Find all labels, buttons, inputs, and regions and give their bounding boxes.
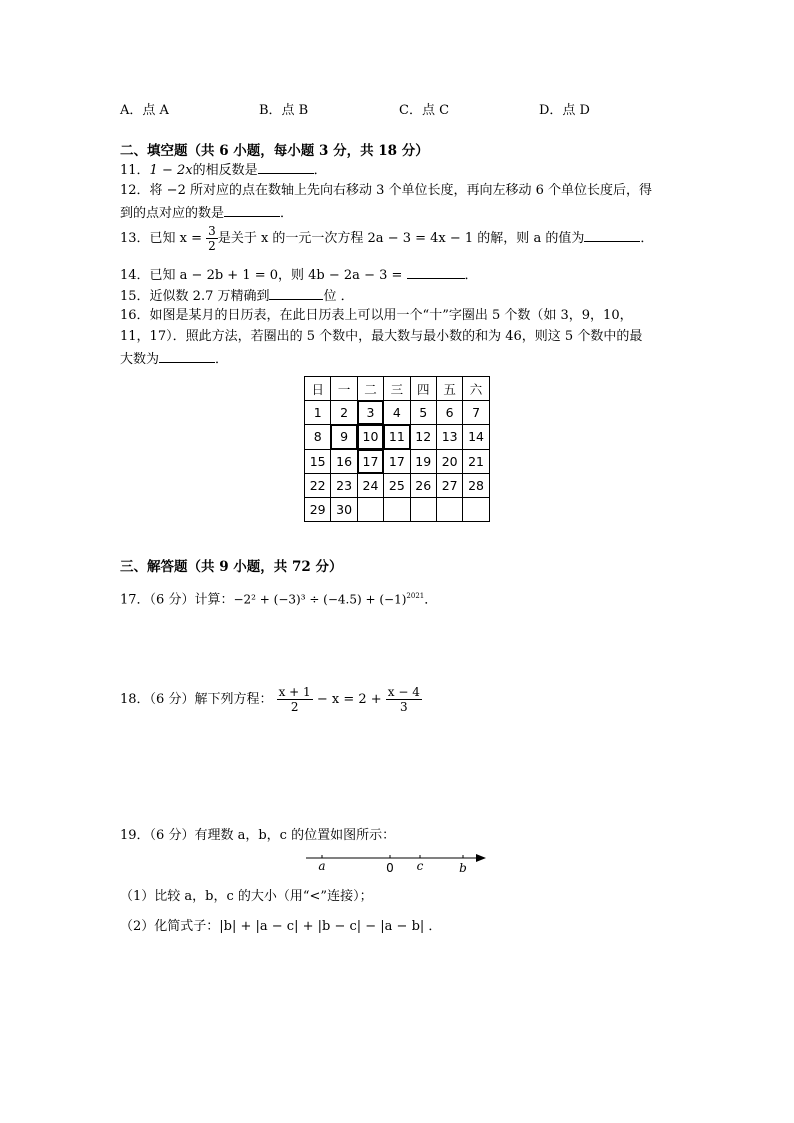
calendar-cell (410, 497, 436, 521)
question-16-line1: 16．如图是某月的日历表，在此日历表上可以用一个“十”字圈出 5 个数（如 3，9，10， (120, 308, 633, 323)
calendar-cell: 25 (384, 473, 410, 497)
question-13: 13．已知 x = $\frac{3}{2}$ 是关于 x 的一元一次方程 2a − 3 = 4x − 1 的解，则 a 的值为 ． (120, 224, 654, 253)
q11-number: 11． (120, 163, 150, 178)
q18-text: 18．（6 分）解下列方程： (120, 692, 273, 707)
q11-answer-blank[interactable] (258, 160, 314, 174)
calendar-row (305, 473, 490, 497)
calendar-cell-highlighted: 10 (357, 425, 383, 449)
q18-middle: − x = 2 + (316, 692, 382, 707)
question-16-line2: 11，17）．照此方法，若圈出的 5 个数中，最大数与最小数的和为 46，则这 5 个数中的最 (120, 329, 643, 344)
calendar-cell-highlighted: 3 (357, 401, 383, 425)
question-18 (120, 683, 422, 717)
calendar-cell-highlighted: 9 (331, 425, 357, 449)
q15-suffix: 位 ． (323, 289, 354, 304)
q13-answer-blank[interactable] (584, 228, 640, 242)
calendar-table (304, 376, 490, 522)
calendar-cell-highlighted: 11 (384, 425, 410, 449)
q12-text: 到的点对应的数是 (120, 206, 225, 221)
calendar-row (305, 425, 490, 449)
calendar-header: 三 (384, 377, 410, 401)
q13-number: 13．已知 x = (120, 231, 203, 246)
calendar-cell: 1 (305, 401, 331, 425)
calendar-cell: 26 (410, 473, 436, 497)
calendar-cell (357, 497, 383, 521)
q17-expression: −2² + (−3)³ ÷ (−4.5) + (−1) (233, 592, 407, 607)
q14-text: 14．已知 a − 2b + 1 = 0，则 4b − 2a − 3 = (120, 268, 403, 283)
calendar-cell (384, 497, 410, 521)
q12-answer-blank[interactable] (224, 203, 280, 217)
calendar-cell (436, 497, 462, 521)
calendar-header-row (305, 377, 490, 401)
calendar-cell (463, 497, 489, 521)
q17-exponent: 2021 (406, 592, 425, 600)
question-11: 11．1 − 2x的相反数是 ． (120, 160, 327, 180)
calendar-cell: 6 (436, 401, 462, 425)
q13-text: 是关于 x 的一元一次方程 2a − 3 = 4x − 1 的解，则 a 的值为 (217, 231, 585, 246)
calendar-row (305, 497, 490, 521)
calendar-cell: 14 (463, 425, 489, 449)
question-17 (120, 587, 437, 609)
calendar-cell: 16 (331, 449, 357, 473)
q16-answer-blank[interactable] (159, 349, 215, 363)
calendar-header: 日 (305, 377, 331, 401)
option-c: C．点 C (399, 103, 450, 118)
calendar-cell: 23 (331, 473, 357, 497)
calendar-cell: 12 (410, 425, 436, 449)
section3-title: 三、解答题（共 9 小题，共 72 分） (120, 559, 343, 575)
q14-answer-blank[interactable] (407, 265, 465, 279)
q11-expression: 1 − 2x (149, 163, 193, 178)
calendar-cell: 7 (463, 401, 489, 425)
label-b: b (459, 861, 467, 875)
calendar-header: 六 (463, 377, 489, 401)
calendar-cell: 24 (357, 473, 383, 497)
option-d: D．点 D (539, 103, 590, 118)
question-14: 14．已知 a − 2b + 1 = 0，则 4b − 2a − 3 = ． (120, 265, 478, 285)
calendar-header: 五 (436, 377, 462, 401)
q16-text: 大数为 (120, 352, 160, 367)
label-zero: 0 (386, 861, 394, 875)
calendar-row (305, 449, 490, 473)
q17-suffix: ． (424, 592, 438, 608)
calendar-cell: 22 (305, 473, 331, 497)
option-a: A．点 A (120, 103, 169, 118)
label-a: a (318, 859, 326, 873)
question-19: 19．（6 分）有理数 a，b，c 的位置如图所示： (120, 828, 396, 843)
q17-text: 17．（6 分）计算： (120, 592, 234, 608)
q15-text: 15．近似数 2.7 万精确到 (120, 289, 270, 304)
section2-title: 二、填空题（共 6 小题，每小题 3 分，共 18 分） (120, 143, 429, 159)
q11-text: 的相反数是 (192, 163, 258, 178)
question-19-part1: （1）比较 a，b，c 的大小（用“<”连接）； (120, 889, 373, 904)
calendar-cell: 17 (384, 449, 410, 473)
calendar-cell-highlighted: 17 (357, 449, 383, 473)
number-line-diagram (300, 848, 490, 878)
calendar-header: 四 (410, 377, 436, 401)
calendar-header: 一 (331, 377, 357, 401)
number-line-arrow (476, 854, 486, 862)
calendar-cell: 15 (305, 449, 331, 473)
q13-fraction: $\frac{3}{2}$ (208, 224, 216, 253)
calendar-cell: 8 (305, 425, 331, 449)
calendar-cell: 20 (436, 449, 462, 473)
calendar-cell: 13 (436, 425, 462, 449)
calendar-cell: 4 (384, 401, 410, 425)
question-12-line1: 12．将 −2 所对应的点在数轴上先向右移动 3 个单位长度，再向左移动 6 个单位长度后，得 (120, 183, 653, 198)
calendar-cell: 29 (305, 497, 331, 521)
calendar-cell: 28 (463, 473, 489, 497)
q18-fraction-left: $\frac{x + 1}{2}$ (278, 685, 311, 714)
calendar-row (305, 401, 490, 425)
calendar-cell: 5 (410, 401, 436, 425)
calendar-cell: 21 (463, 449, 489, 473)
question-16-line3: 大数为 ． (120, 349, 228, 369)
calendar-cell: 30 (331, 497, 357, 521)
question-12-line2: 到的点对应的数是 ． (120, 203, 293, 223)
calendar-cell: 27 (436, 473, 462, 497)
calendar-cell: 19 (410, 449, 436, 473)
calendar-cell: 2 (331, 401, 357, 425)
label-c: c (416, 859, 424, 873)
calendar-header: 二 (357, 377, 383, 401)
q18-fraction-right: $\frac{x - 4}{3}$ (387, 685, 420, 714)
q15-answer-blank[interactable] (269, 286, 323, 300)
question-15 (120, 286, 354, 306)
option-b: B．点 B (259, 103, 309, 118)
question-19-part2: （2）化简式子：|b| + |a − c| + |b − c| − |a − b| ． (120, 919, 442, 934)
